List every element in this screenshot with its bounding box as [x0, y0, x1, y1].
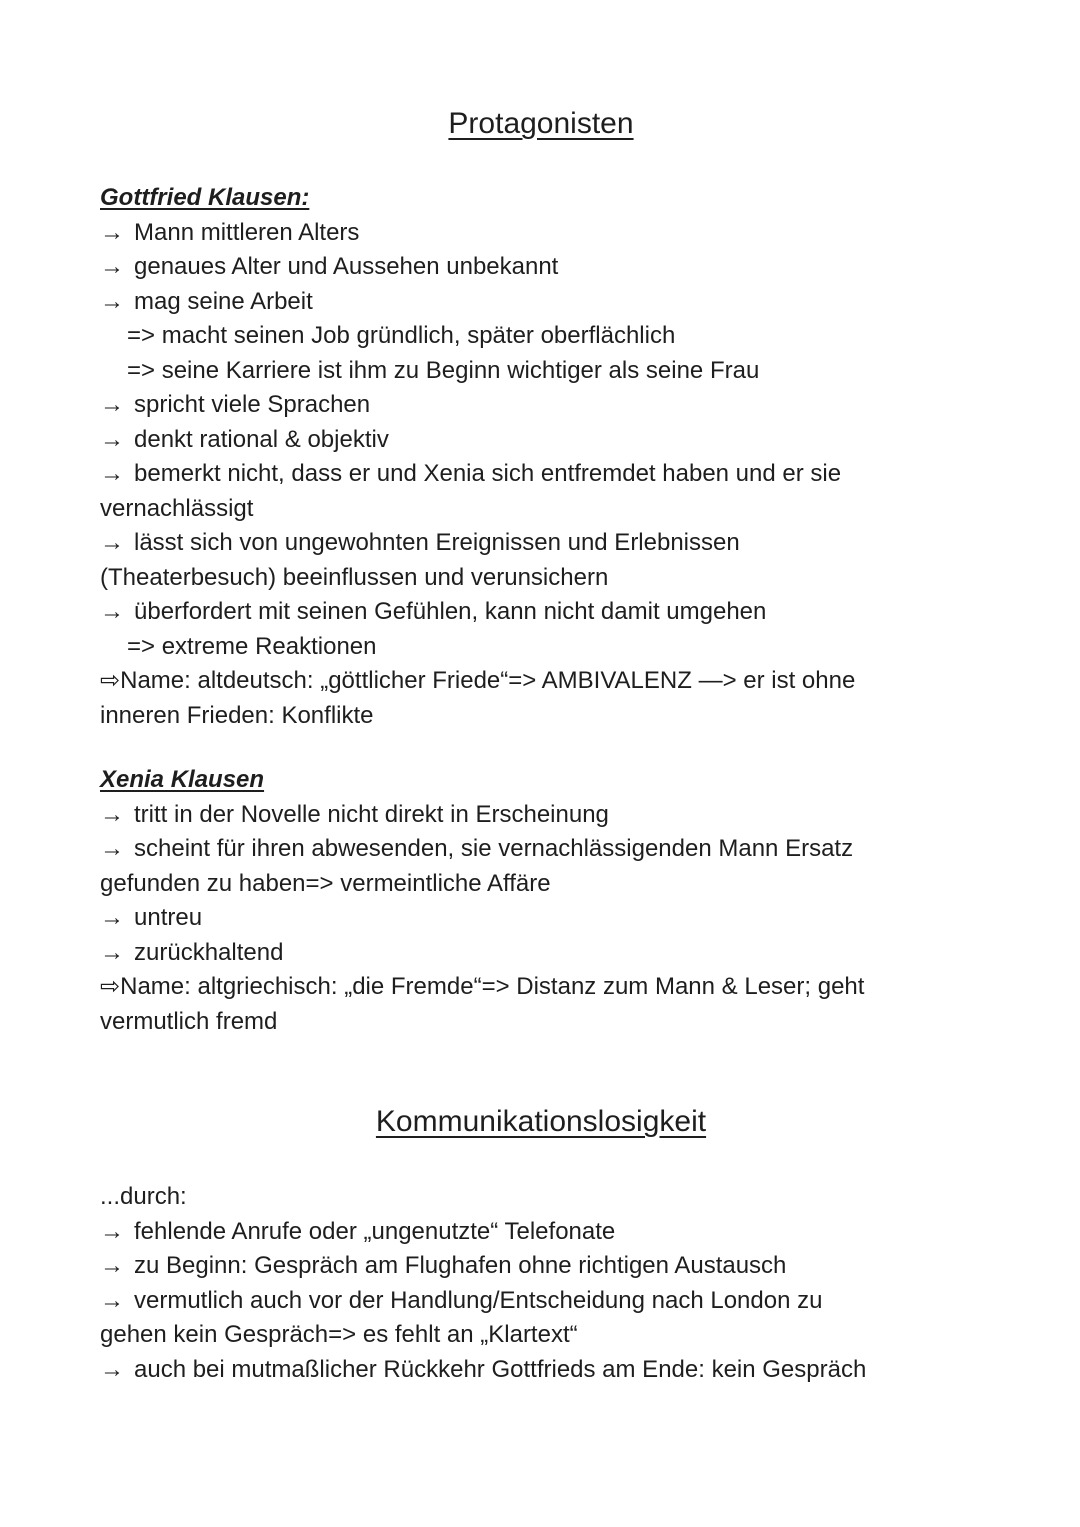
- line-text: lässt sich von ungewohnten Ereignissen und Erlebnissen: [134, 529, 740, 556]
- line-text: vermutlich fremd: [100, 1007, 278, 1035]
- arrow-right-icon: →: [100, 529, 124, 556]
- line-text: untreu: [134, 904, 203, 931]
- list-item: [100, 423, 982, 458]
- intro-line: [100, 1180, 982, 1215]
- line-text: überfordert mit seinen Gefühlen, kann nicht damit umgehen: [134, 598, 767, 625]
- arrow-right-icon: →: [100, 1217, 124, 1245]
- line-text: Name: altdeutsch: „göttlicher Friede“=> AMBIVALENZ —> er ist ohne: [120, 667, 856, 694]
- section-heading-xenia: Xenia Klausen: [100, 766, 265, 793]
- list-item: [100, 832, 982, 867]
- line-text: bemerkt nicht, dass er und Xenia sich entfremdet haben und er sie: [134, 460, 842, 487]
- line-text: => extreme Reaktionen: [127, 632, 377, 660]
- list-item: [100, 216, 982, 251]
- note-item: [100, 970, 982, 1005]
- line-text: Mann mittleren Alters: [134, 218, 360, 246]
- continuation-line: [100, 1318, 982, 1353]
- line-text: gefunden zu haben=> vermeintliche Affäre: [100, 869, 551, 897]
- line-text: tritt in der Novelle nicht direkt in Erscheinung: [134, 800, 609, 828]
- line-text: ...durch:: [100, 1183, 187, 1210]
- list-item: [100, 1353, 982, 1388]
- line-text: => seine Karriere ist ihm zu Beginn wichtiger als seine Frau: [127, 356, 760, 384]
- list-item: [100, 1249, 982, 1284]
- list-item: [100, 595, 982, 630]
- list-item: [100, 526, 982, 561]
- line-text: fehlende Anrufe oder „ungenutzte“ Telefonate: [134, 1217, 616, 1245]
- line-text: vernachlässigt: [100, 494, 254, 522]
- line-text: Name: altgriechisch: „die Fremde“=> Distanz zum Mann & Leser; geht: [120, 973, 865, 1000]
- list-item: [100, 901, 982, 936]
- arrow-right-icon: →: [100, 1355, 124, 1383]
- list-item: [100, 250, 982, 285]
- line-text: scheint für ihren abwesenden, sie vernachlässigenden Mann Ersatz: [134, 835, 854, 862]
- list-item: [100, 457, 982, 492]
- line-text: gehen kein Gespräch=> es fehlt an „Klartext“: [100, 1321, 578, 1348]
- line-text: zurückhaltend: [134, 938, 284, 966]
- arrow-right-icon: →: [100, 800, 124, 828]
- page-title-kommunikationslosigkeit: Kommunikationslosigkeit: [375, 1105, 707, 1138]
- list-item: [100, 1284, 982, 1319]
- sub-item: [100, 630, 982, 665]
- arrow-right-icon: →: [100, 460, 124, 487]
- line-text: vermutlich auch vor der Handlung/Entscheidung nach London zu: [134, 1286, 823, 1314]
- line-text: spricht viele Sprachen: [134, 391, 371, 418]
- sub-item: [100, 319, 982, 354]
- arrow-right-icon: →: [100, 253, 124, 280]
- note-item: [100, 664, 982, 699]
- white-arrow-right-icon: ⇨: [100, 973, 121, 1000]
- line-text: genaues Alter und Aussehen unbekannt: [134, 253, 559, 280]
- sub-item: [100, 354, 982, 389]
- list-item: [100, 1215, 982, 1250]
- arrow-right-icon: →: [100, 904, 124, 931]
- continuation-line: [100, 492, 982, 527]
- arrow-right-icon: →: [100, 425, 124, 453]
- line-text: inneren Frieden: Konflikte: [100, 701, 374, 729]
- arrow-right-icon: →: [100, 598, 124, 625]
- continuation-line: [100, 699, 982, 734]
- white-arrow-right-icon: ⇨: [100, 667, 121, 694]
- list-item: [100, 388, 982, 423]
- continuation-line: [100, 561, 982, 596]
- line-text: zu Beginn: Gespräch am Flughafen ohne richtigen Austausch: [134, 1252, 787, 1279]
- list-item: [100, 285, 982, 320]
- arrow-right-icon: →: [100, 938, 124, 966]
- section-heading-gottfried: Gottfried Klausen:: [100, 184, 310, 211]
- page-title-protagonisten: Protagonisten: [448, 107, 634, 140]
- list-item: [100, 936, 982, 971]
- arrow-right-icon: →: [100, 1286, 124, 1314]
- continuation-line: [100, 1005, 982, 1040]
- list-item: [100, 798, 982, 833]
- arrow-right-icon: →: [100, 218, 124, 246]
- arrow-right-icon: →: [100, 287, 124, 315]
- line-text: => macht seinen Job gründlich, später oberflächlich: [127, 322, 676, 349]
- line-text: (Theaterbesuch) beeinflussen und verunsichern: [100, 563, 609, 591]
- arrow-right-icon: →: [100, 391, 124, 418]
- arrow-right-icon: →: [100, 1252, 124, 1279]
- line-text: denkt rational & objektiv: [134, 425, 389, 453]
- line-text: auch bei mutmaßlicher Rückkehr Gottfrieds am Ende: kein Gespräch: [134, 1355, 867, 1383]
- continuation-line: [100, 867, 982, 902]
- arrow-right-icon: →: [100, 835, 124, 862]
- line-text: mag seine Arbeit: [134, 287, 313, 315]
